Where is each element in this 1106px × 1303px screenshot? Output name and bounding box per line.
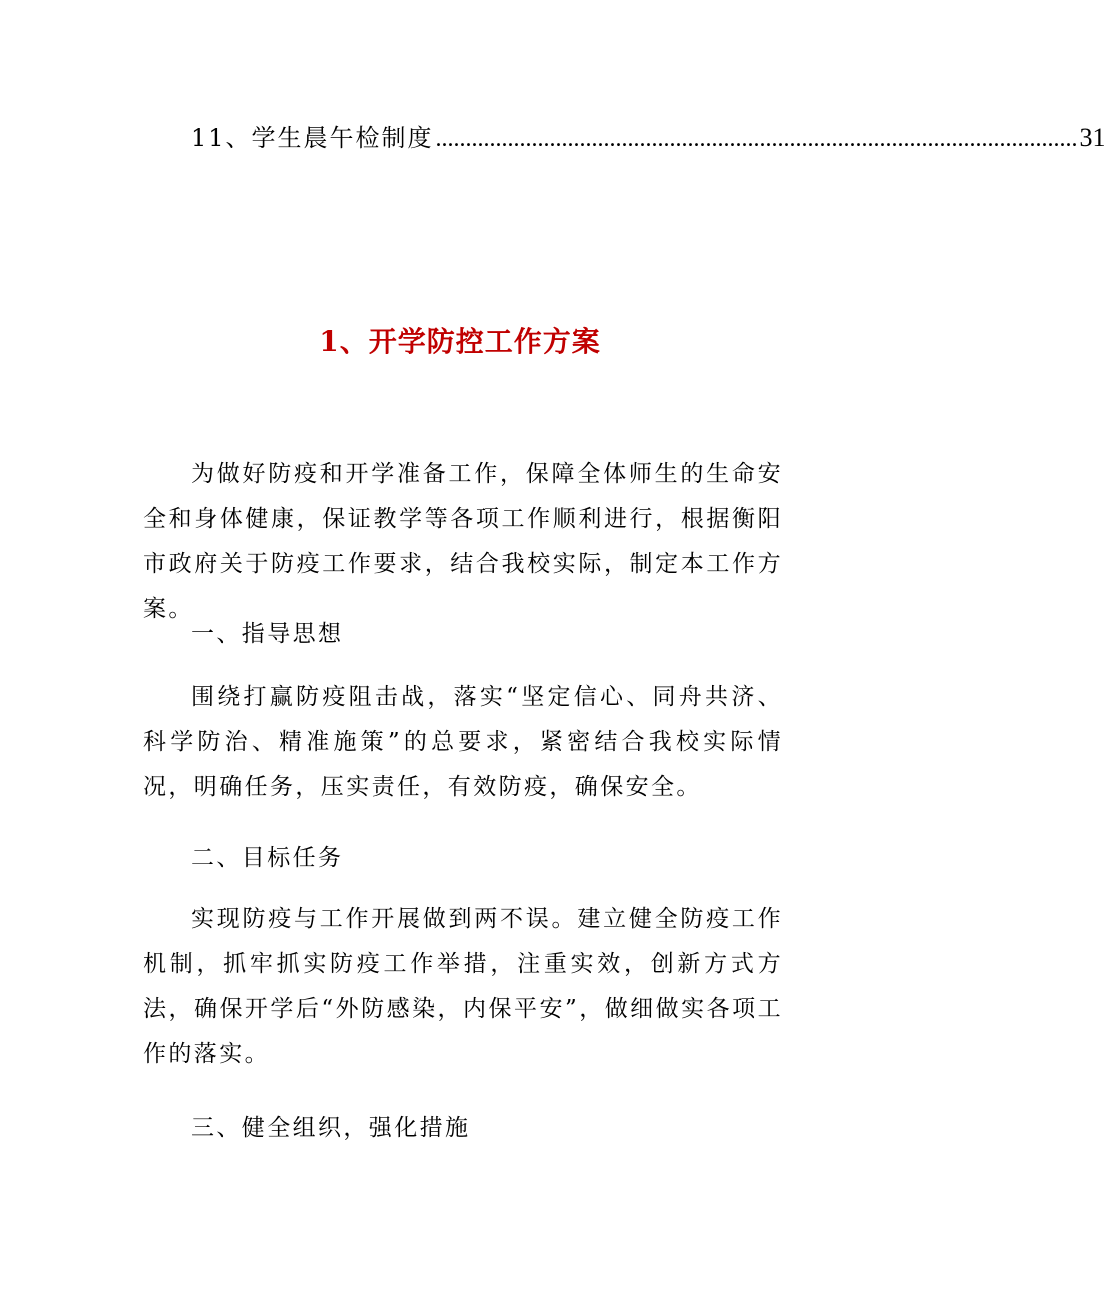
section-heading-3: 三、健全组织，强化措施 (191, 1115, 471, 1141)
toc-entry-number: 11、 (191, 124, 252, 152)
section-heading-2: 二、目标任务 (191, 845, 344, 871)
section-heading-1: 一、指导思想 (191, 621, 344, 647)
document-title: 1、开学防控工作方案 (319, 325, 601, 358)
section-paragraph-1: 围绕打赢防疫阻击战，落实“坚定信心、同舟共济、科学防治、精准施策”的总要求，紧密结合我校实际情况，明确任务，压实责任，有效防疫，确保安全。 (143, 684, 783, 800)
toc-dot-leader: ........................................................................................................... (435, 126, 1078, 152)
toc-entry-text: 学生晨午检制度 (251, 124, 434, 152)
toc-entry[interactable] (191, 118, 1106, 158)
section-paragraph-2: 实现防疫与工作开展做到两不误。建立健全防疫工作机制，抓牢抓实防疫工作举措，注重实效，创新方式方法，确保开学后“外防感染，内保平安”，做细做实各项工作的落实。 (143, 906, 783, 1067)
intro-paragraph: 为做好防疫和开学准备工作，保障全体师生的生命安全和身体健康，保证教学等各项工作顺利进行，根据衡阳市政府关于防疫工作要求，结合我校实际，制定本工作方案。 (143, 461, 783, 622)
toc-page-number: 31 (1079, 123, 1106, 152)
